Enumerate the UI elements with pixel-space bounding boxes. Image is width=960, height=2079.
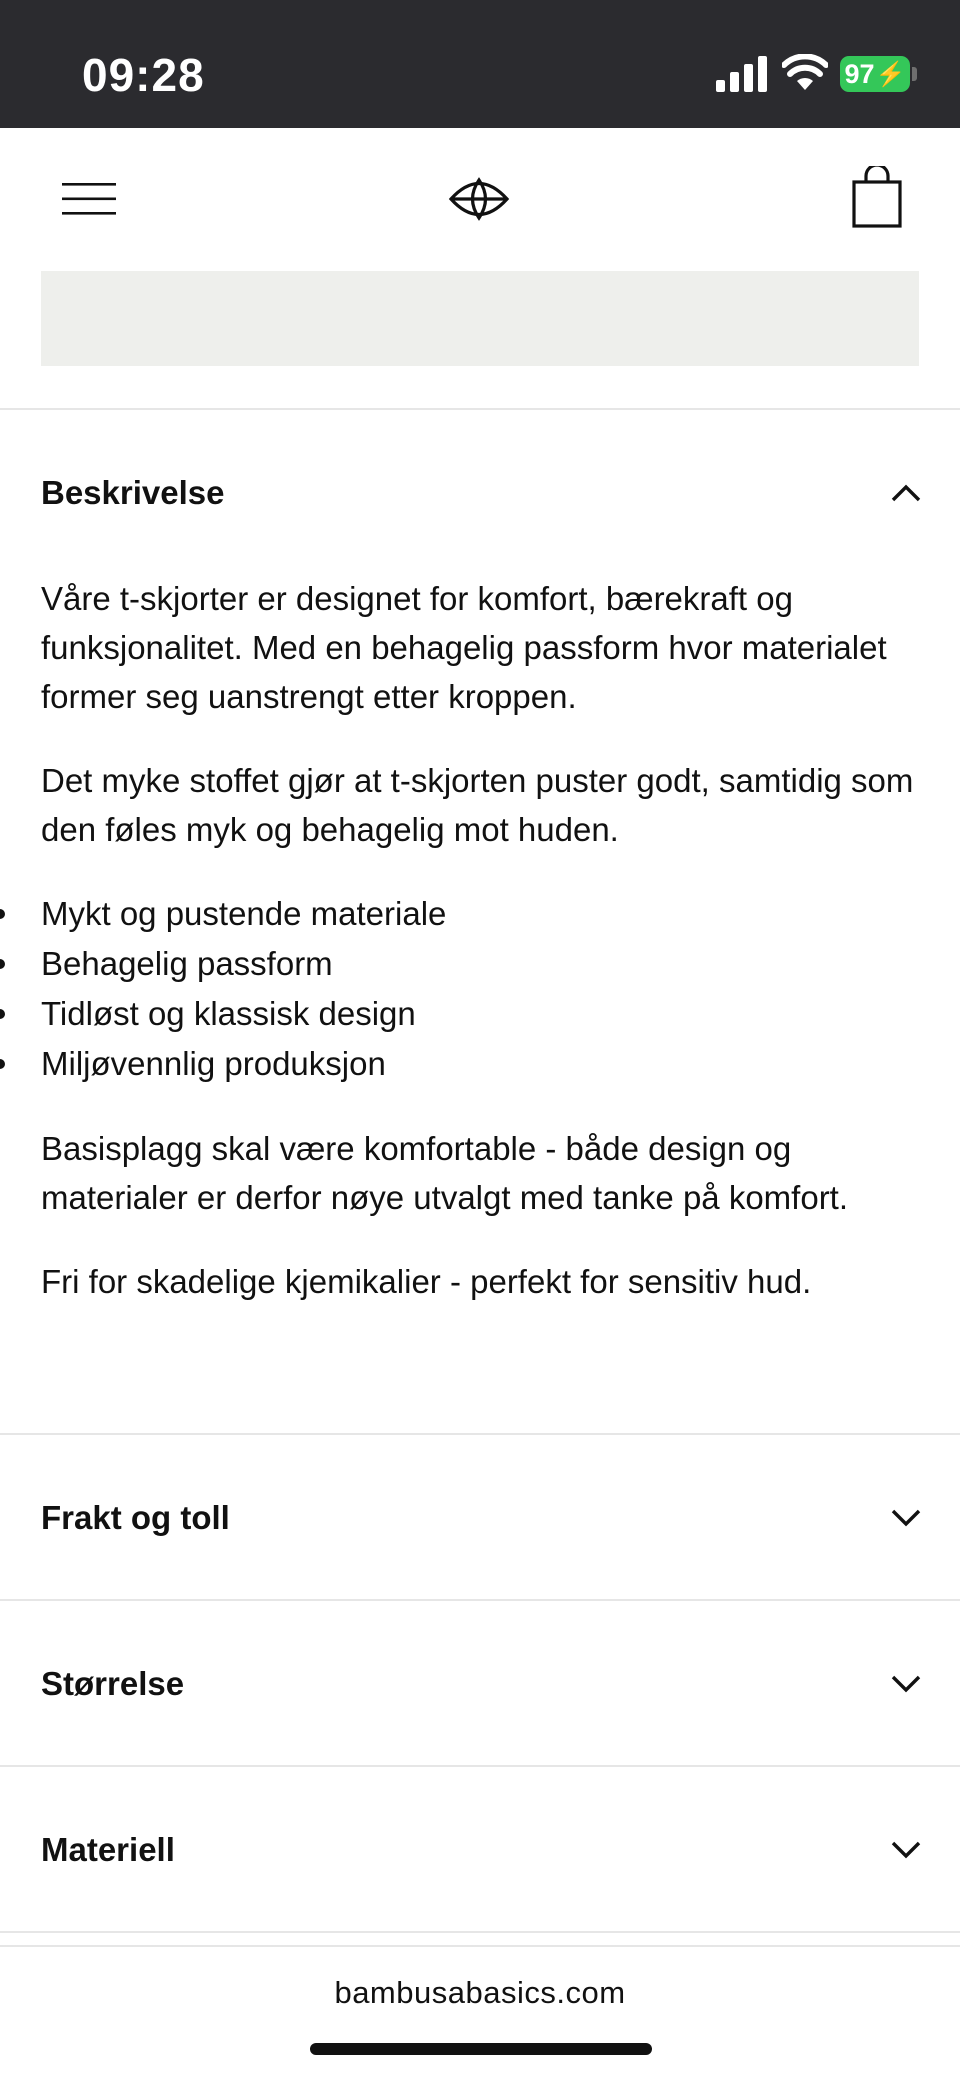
divider: [0, 1599, 960, 1601]
charging-bolt-icon: ⚡: [875, 60, 906, 88]
battery-level: 97: [844, 58, 875, 89]
divider: [0, 1931, 960, 1933]
product-image-placeholder: [41, 271, 919, 366]
battery-icon: [840, 56, 910, 92]
battery-cap: [912, 67, 917, 81]
accordion-title-shipping[interactable]: Frakt og toll: [41, 1499, 230, 1536]
status-time: 09:28: [82, 49, 205, 101]
description-paragraph: Fri for skadelige kjemikalier - perfekt for sensitiv hud.: [41, 1263, 812, 1300]
description-paragraph: Basisplagg skal være komfortable - både design og materialer er derfor nøye utvalgt med tanke på komfort.: [41, 1130, 849, 1216]
signal-icon: [716, 56, 768, 92]
home-indicator[interactable]: [310, 2043, 652, 2055]
divider: [0, 1765, 960, 1767]
accordion-title-material[interactable]: Materiell: [41, 1831, 175, 1868]
description-paragraph: Det myke stoffet gjør at t-skjorten puster godt, samtidig som den føles myk og behagelig mot huden.: [41, 762, 914, 848]
divider: [0, 1433, 960, 1435]
url-bar-domain[interactable]: bambusabasics.com: [334, 1975, 626, 2010]
list-item: Mykt og pustende materiale: [41, 889, 921, 939]
chevron-up-icon[interactable]: [890, 482, 922, 504]
menu-icon[interactable]: [62, 182, 116, 216]
divider: [0, 408, 960, 410]
list-item: Miljøvennlig produksjon: [41, 1039, 921, 1089]
accordion-title-size[interactable]: Størrelse: [41, 1665, 185, 1702]
logo-icon[interactable]: [448, 176, 510, 222]
list-item: Tidløst og klassisk design: [41, 989, 921, 1039]
status-bar: [0, 0, 960, 128]
chevron-down-icon[interactable]: [890, 1839, 922, 1861]
accordion-title-description[interactable]: Beskrivelse: [41, 474, 225, 511]
chevron-down-icon[interactable]: [890, 1673, 922, 1695]
description-paragraph: Våre t-skjorter er designet for komfort, bærekraft og funksjonalitet. Med en behagelig passform hvor materialet former seg uanstrengt etter kroppen.: [41, 580, 887, 715]
browser-bar-divider: [0, 1945, 960, 1947]
cart-icon[interactable]: [852, 166, 902, 228]
wifi-icon: [782, 54, 828, 92]
feature-list: [41, 889, 921, 1089]
chevron-down-icon[interactable]: [890, 1507, 922, 1529]
nav-header: [0, 128, 960, 270]
description-content: [41, 574, 921, 1341]
list-item: Behagelig passform: [41, 939, 921, 989]
